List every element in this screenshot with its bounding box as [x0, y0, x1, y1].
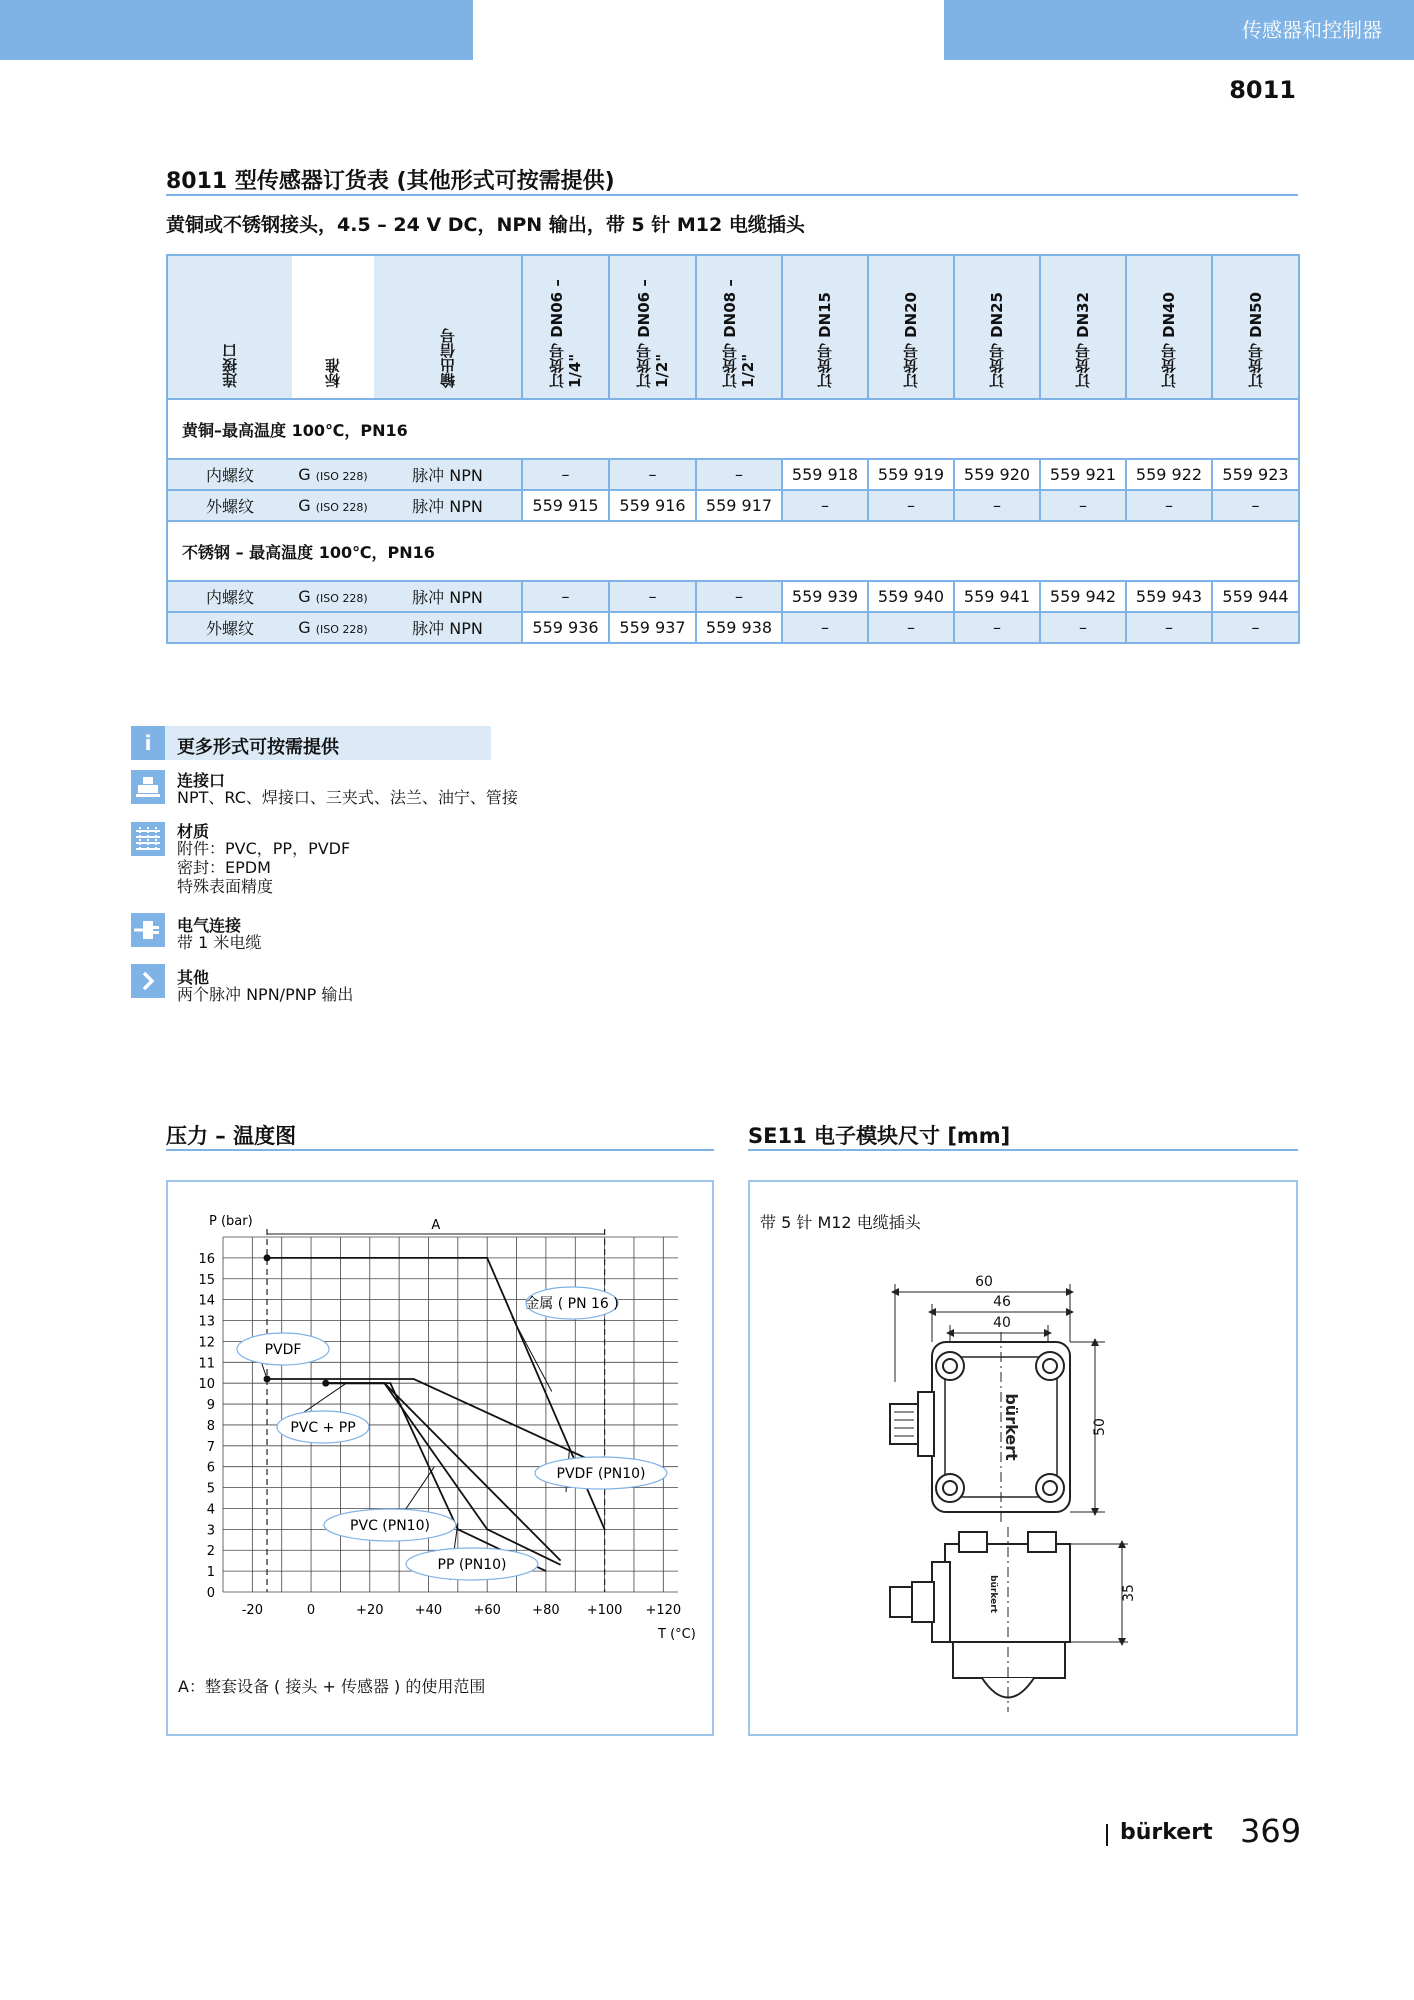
y-tick-label: 13 [198, 1314, 215, 1330]
header-dn50: 订货号 DN50 [1212, 255, 1299, 399]
page-number: 369 [1240, 1812, 1302, 1850]
cell-order-number: – [1126, 612, 1212, 643]
cell-order-number: 559 936 [522, 612, 609, 643]
top-bar-right [944, 0, 1414, 60]
cell-order-number: 559 944 [1212, 581, 1299, 612]
header-dn15: 订货号 DN15 [782, 255, 868, 399]
label-pvdf: PVDF [264, 1342, 302, 1358]
group-label: 黄铜–最高温度 100℃，PN16 [167, 399, 1299, 459]
header-dn08-12: 订货号 DN08 – 1/2" [696, 255, 782, 399]
cell-standard: G (ISO 228) [292, 581, 374, 612]
table-row [167, 490, 1299, 521]
header-dn06-12: 订货号 DN06 – 1/2" [609, 255, 696, 399]
cell-signal: 脉冲 NPN [374, 459, 522, 490]
footer-divider [1106, 1824, 1108, 1846]
option-title-connection: 连接口 [177, 771, 226, 790]
series-point [322, 1380, 329, 1387]
y-tick-label: 3 [206, 1523, 215, 1539]
header-dn20: 订货号 DN20 [868, 255, 954, 399]
cell-order-number: – [1126, 490, 1212, 521]
y-tick-label: 11 [198, 1356, 215, 1372]
cell-connection: 外螺纹 [167, 612, 292, 643]
cell-standard: G (ISO 228) [292, 612, 374, 643]
cell-order-number: – [954, 490, 1040, 521]
option-line: 附件：PVC，PP，PVDF [177, 839, 351, 858]
cell-order-number: 559 920 [954, 459, 1040, 490]
page-title: 8011 型传感器订货表 (其他形式可按需提供) [166, 169, 615, 194]
cell-order-number: 559 916 [609, 490, 696, 521]
header-dn06-14: 订货号 DN06 – 1/4" [522, 255, 609, 399]
option-line: NPT、RC、焊接口、三夹式、法兰、油宁、管接 [177, 788, 518, 807]
cell-order-number: 559 937 [609, 612, 696, 643]
cell-order-number: 559 939 [782, 581, 868, 612]
cell-order-number: 559 942 [1040, 581, 1126, 612]
options-heading: 更多形式可按需提供 [177, 737, 339, 758]
dimension-section-rule [748, 1149, 1298, 1151]
series-point [264, 1254, 271, 1261]
cell-order-number: 559 923 [1212, 459, 1299, 490]
dim-50: 50 [1092, 1418, 1108, 1436]
option-title-material: 材质 [177, 822, 210, 841]
dim-60: 60 [975, 1274, 993, 1290]
cell-order-number: – [1212, 612, 1299, 643]
y-axis-label: P (bar) [209, 1214, 253, 1229]
option-title-other: 其他 [177, 968, 210, 987]
y-tick-label: 9 [206, 1398, 215, 1414]
y-tick-label: 16 [198, 1251, 215, 1267]
chart-section-title: 压力 – 温度图 [166, 1124, 297, 1148]
device-brand-side: bürkert [988, 1575, 998, 1613]
dimension-frame [748, 1180, 1298, 1736]
label-pvc-pn10: PVC (PN10) [350, 1518, 430, 1534]
y-tick-label: 10 [198, 1377, 215, 1393]
cell-connection: 内螺纹 [167, 459, 292, 490]
cell-order-number: – [868, 490, 954, 521]
other-icon [131, 964, 165, 998]
cell-signal: 脉冲 NPN [374, 581, 522, 612]
dim-40: 40 [993, 1315, 1011, 1331]
device-brand: bürkert [1002, 1393, 1021, 1461]
y-tick-label: 7 [206, 1439, 215, 1455]
x-tick-label: +120 [645, 1603, 682, 1618]
cell-signal: 脉冲 NPN [374, 490, 522, 521]
header-signal: 输出信号 [374, 255, 522, 399]
title-rule [166, 194, 1298, 196]
cell-order-number: – [868, 612, 954, 643]
y-tick-label: 4 [206, 1502, 215, 1518]
cell-order-number: 559 921 [1040, 459, 1126, 490]
cell-order-number: – [782, 490, 868, 521]
cell-order-number: 559 938 [696, 612, 782, 643]
y-tick-label: 12 [198, 1335, 215, 1351]
chart-note: A：整套设备 ( 接头 + 传感器 ) 的使用范围 [178, 1677, 486, 1696]
cell-order-number: – [954, 612, 1040, 643]
cell-standard: G (ISO 228) [292, 459, 374, 490]
header-dn32: 订货号 DN32 [1040, 255, 1126, 399]
dimension-section-title: SE11 电子模块尺寸 [mm] [748, 1124, 1011, 1148]
option-line: 特殊表面精度 [177, 877, 274, 896]
product-code: 8011 [1229, 76, 1296, 104]
cell-order-number: – [696, 581, 782, 612]
table-subtitle: 黄铜或不锈钢接头，4.5 – 24 V DC，NPN 输出，带 5 针 M12 电缆插头 [166, 214, 805, 236]
header-connection: 连接口 [167, 255, 292, 399]
cell-order-number: 559 915 [522, 490, 609, 521]
option-line: 带 1 米电缆 [177, 933, 262, 952]
table-body [167, 399, 1299, 643]
cell-order-number: 559 941 [954, 581, 1040, 612]
y-tick-label: 8 [206, 1418, 215, 1434]
top-bar-left [0, 0, 473, 60]
header-standard: 标准 [292, 255, 374, 399]
x-tick-label: +100 [586, 1603, 623, 1618]
header-category: 传感器和控制器 [1242, 18, 1382, 42]
cell-order-number: – [696, 459, 782, 490]
cell-standard: G (ISO 228) [292, 490, 374, 521]
option-line: 密封：EPDM [177, 858, 271, 877]
x-axis-label: T (°C) [658, 1627, 696, 1642]
cell-order-number: – [522, 581, 609, 612]
x-tick-label: +20 [356, 1603, 384, 1618]
x-tick-label: +40 [414, 1603, 443, 1618]
cell-order-number: – [1040, 612, 1126, 643]
dim-46: 46 [993, 1294, 1011, 1310]
cell-order-number: – [522, 459, 609, 490]
x-tick-label: +80 [532, 1603, 560, 1618]
cell-order-number: 559 919 [868, 459, 954, 490]
cell-order-number: – [609, 581, 696, 612]
label-pvdf-pn10: PVDF (PN10) [556, 1466, 646, 1482]
option-title-electrical: 电气连接 [177, 916, 242, 935]
cell-order-number: 559 918 [782, 459, 868, 490]
cell-order-number: – [609, 459, 696, 490]
group-row [167, 521, 1299, 581]
y-tick-label: 1 [206, 1565, 215, 1581]
label-pvc-pp: PVC + PP [290, 1420, 356, 1436]
cell-order-number: – [782, 612, 868, 643]
footer-brand-logo: bürkert [1120, 1820, 1213, 1845]
table-row [167, 612, 1299, 643]
header-dn25: 订货号 DN25 [954, 255, 1040, 399]
cell-connection: 外螺纹 [167, 490, 292, 521]
cell-order-number: 559 940 [868, 581, 954, 612]
label-pp-pn10: PP (PN10) [437, 1557, 507, 1573]
y-tick-label: 0 [206, 1586, 215, 1601]
table-row [167, 459, 1299, 490]
order-table [166, 254, 1300, 644]
cell-order-number: 559 922 [1126, 459, 1212, 490]
cell-order-number: 559 943 [1126, 581, 1212, 612]
cell-order-number: 559 917 [696, 490, 782, 521]
group-row [167, 399, 1299, 459]
x-tick-label: -20 [241, 1603, 263, 1618]
x-tick-label: +60 [473, 1603, 501, 1618]
option-line: 两个脉冲 NPN/PNP 输出 [177, 985, 354, 1004]
chart-section-rule [166, 1149, 714, 1151]
dim-35: 35 [1121, 1584, 1137, 1602]
table-row [167, 581, 1299, 612]
series-line [326, 1383, 546, 1571]
header-dn40: 订货号 DN40 [1126, 255, 1212, 399]
range-label: A [431, 1218, 441, 1233]
pressure-temperature-chart [168, 1182, 712, 1734]
cell-order-number: – [1212, 490, 1299, 521]
connection-icon [131, 770, 165, 804]
y-tick-label: 2 [206, 1544, 215, 1560]
cell-connection: 内螺纹 [167, 581, 292, 612]
info-icon: i [131, 726, 165, 760]
label-metal: 金属 ( PN 16 ) [525, 1296, 619, 1312]
x-tick-label: 0 [306, 1603, 316, 1618]
y-tick-label: 5 [206, 1481, 215, 1497]
dimension-caption: 带 5 针 M12 电缆插头 [760, 1213, 921, 1232]
electrical-icon [131, 913, 165, 947]
y-tick-label: 14 [198, 1293, 215, 1309]
cell-order-number: – [1040, 490, 1126, 521]
se11-module-drawing [750, 1182, 1296, 1734]
material-icon [131, 822, 165, 856]
table-header-row [167, 255, 1299, 399]
y-tick-label: 6 [206, 1460, 215, 1476]
chart-frame [166, 1180, 714, 1736]
group-label: 不锈钢 – 最高温度 100℃，PN16 [167, 521, 1299, 581]
cell-signal: 脉冲 NPN [374, 612, 522, 643]
y-tick-label: 15 [198, 1272, 215, 1288]
